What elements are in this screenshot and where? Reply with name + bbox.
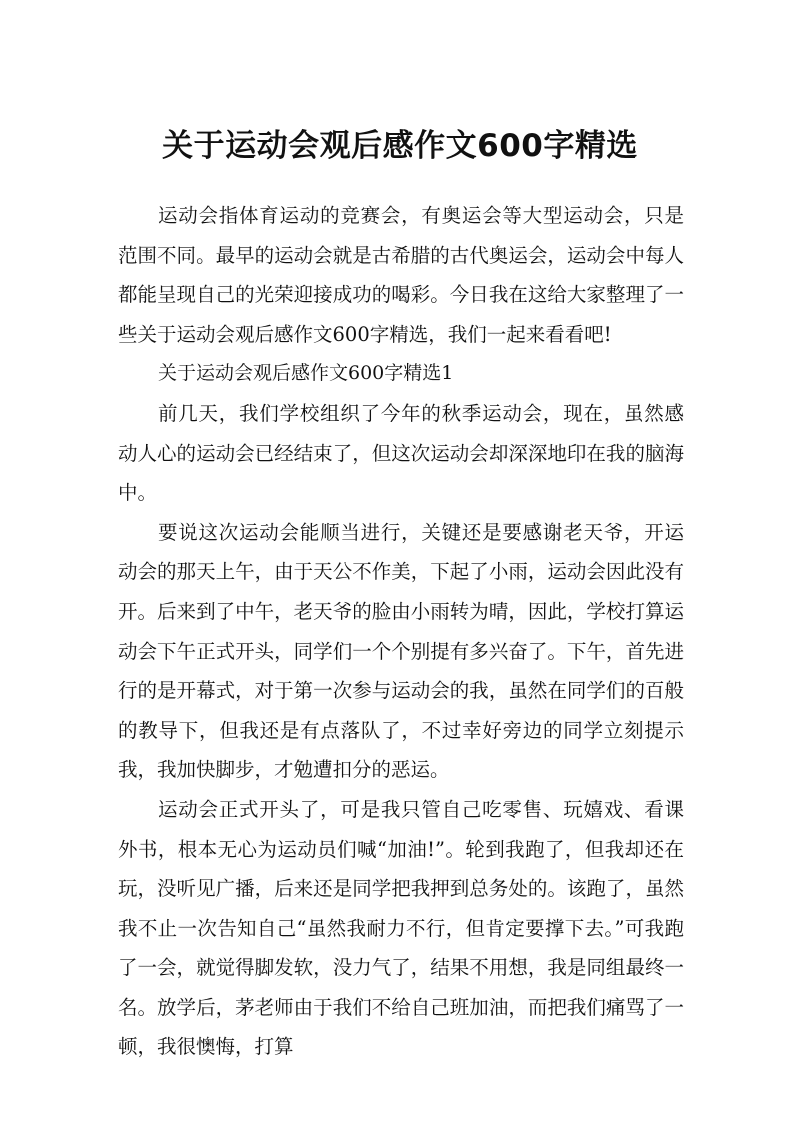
- body-paragraph: 要说这次运动会能顺当进行，关键还是要感谢老天爷，开运动会的那天上午，由于天公不作美，下起了小雨，运动会因此没有开。后来到了中午，老天爷的脸由小雨转为晴，因此，学校打算运动会下午正式开头，同学们一个个别提有多兴奋了。下午，首先进行的是开幕式，对于第一次参与运动会的我，虽然在同学们的百般的教导下，但我还是有点落队了，不过幸好旁边的同学立刻提示我，我加快脚步，才勉遭扣分的恶运。: [118, 520, 684, 782]
- document-title: 关于运动会观后感作文600字精选: [162, 128, 638, 164]
- body-paragraph: 运动会正式开头了，可是我只管自己吃零售、玩嬉戏、看课外书，根本无心为运动员们喊“加油!”。轮到我跑了，但我却还在玩，没听见广播，后来还是同学把我押到总务处的。该跑了，虽然我不止一次告知自己“虽然我耐力不行，但肯定要撑下去。”可我跑了一会，就觉得脚发软，没力气了，结果不用想，我是同组最终一名。放学后，茅老师由于我们不给自己班加油，而把我们痛骂了一顿，我很懊悔，打算: [118, 797, 684, 1059]
- intro-paragraph: 运动会指体育运动的竞赛会，有奥运会等大型运动会，只是范围不同。最早的运动会就是古希腊的古代奥运会，运动会中每人都能呈现自己的光荣迎接成功的喝彩。今日我在这给大家整理了一些关于运动会观后感作文600字精选，我们一起来看看吧!: [118, 204, 684, 346]
- section-heading: 关于运动会观后感作文600字精选1: [158, 362, 454, 385]
- document-body: [118, 196, 684, 1067]
- body-paragraph: 前几天，我们学校组织了今年的秋季运动会，现在，虽然感动人心的运动会已经结束了，但这次运动会却深深地印在我的脑海中。: [118, 401, 684, 505]
